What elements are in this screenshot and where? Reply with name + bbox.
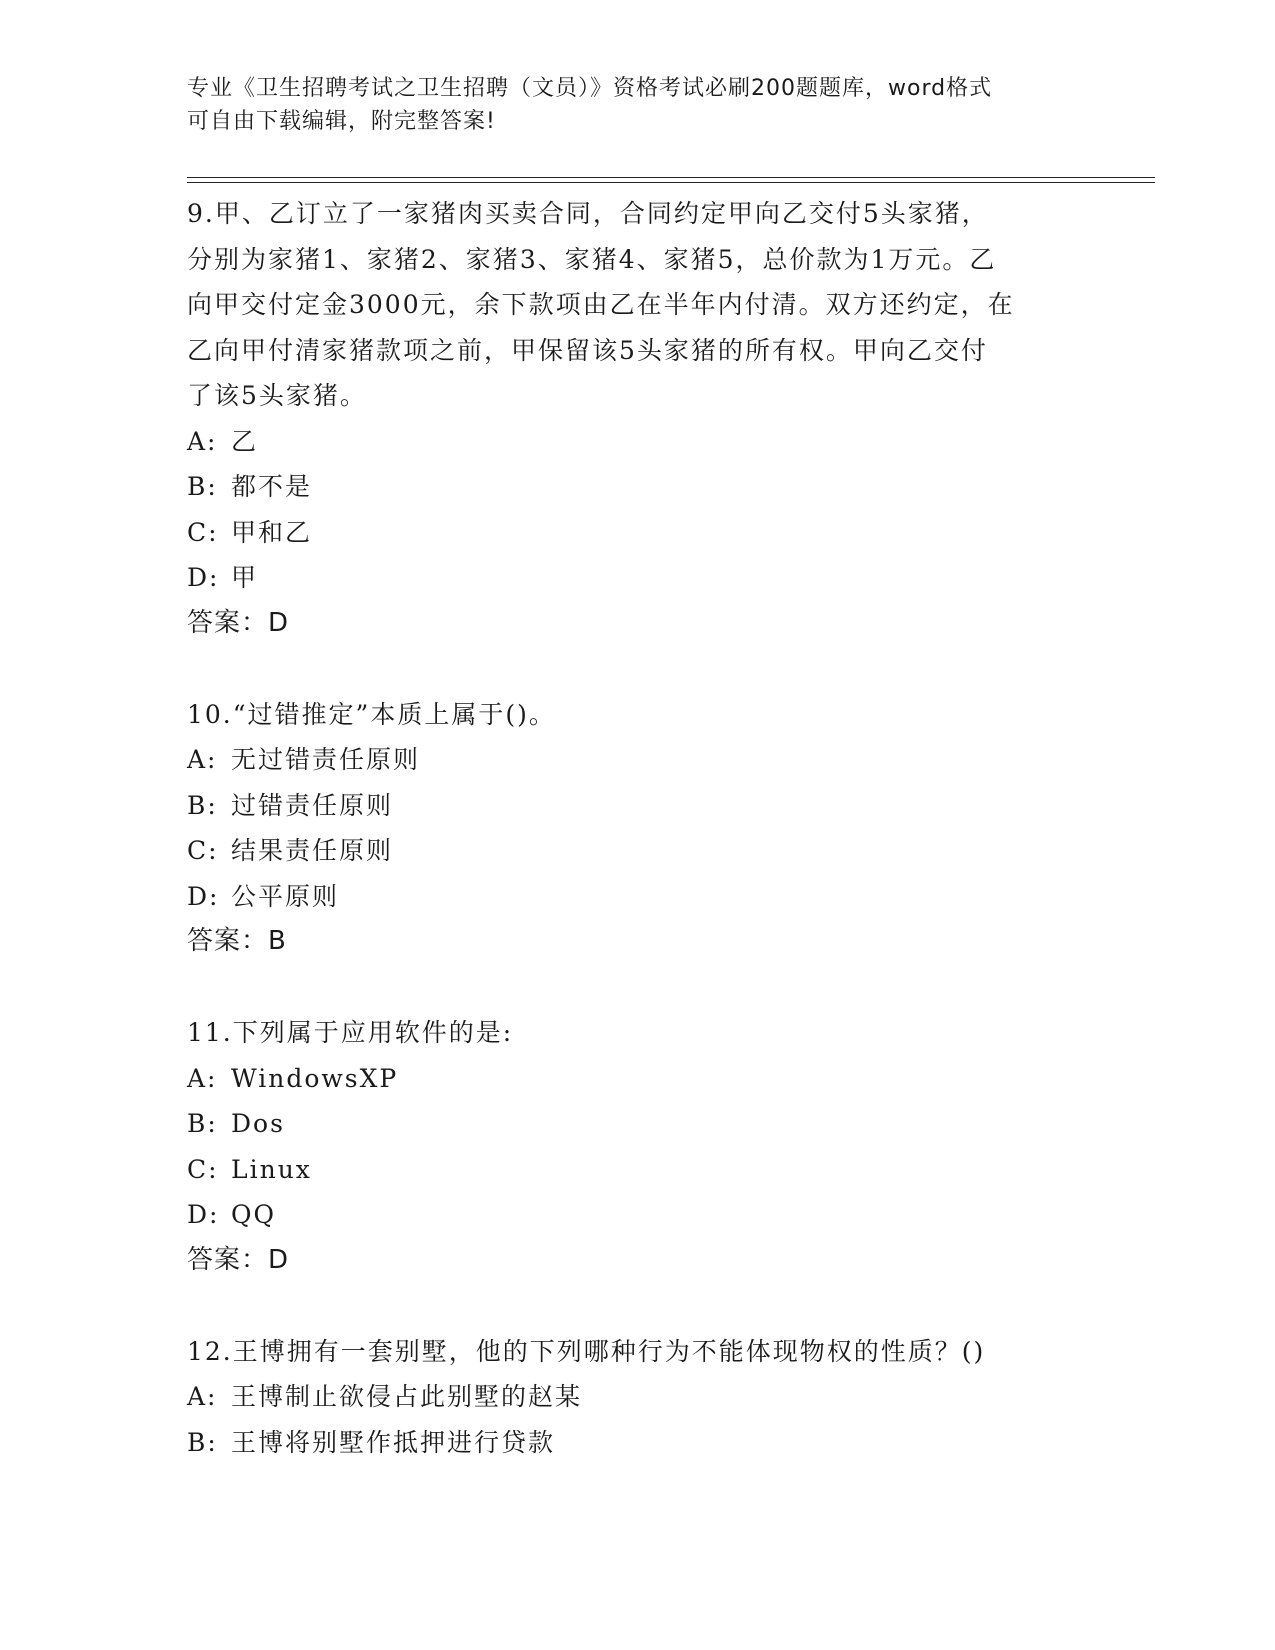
question-line: 乙向甲付清家猪款项之前，甲保留该5头家猪的所有权。甲向乙交付 bbox=[187, 335, 988, 365]
option-label: A: bbox=[187, 1063, 218, 1093]
spacer bbox=[187, 646, 1087, 692]
option-text: 过错责任原则 bbox=[231, 790, 394, 820]
answer-line: 答案：B bbox=[187, 926, 287, 956]
option-label: B: bbox=[187, 1427, 218, 1457]
question-line: 11.下列属于应用软件的是: bbox=[187, 1018, 514, 1047]
option-label: C: bbox=[187, 517, 219, 547]
option-a bbox=[187, 419, 1087, 465]
option-a bbox=[187, 737, 1087, 783]
document-header bbox=[187, 72, 1087, 138]
option-text: QQ bbox=[231, 1200, 276, 1229]
option-a bbox=[187, 1056, 1087, 1102]
option-label: C: bbox=[187, 1154, 219, 1184]
question-10 bbox=[187, 692, 1087, 965]
option-text: 结果责任原则 bbox=[231, 836, 394, 865]
option-label: C: bbox=[187, 836, 219, 865]
option-a bbox=[187, 1374, 1087, 1420]
header-rule-bottom bbox=[187, 182, 1155, 183]
option-label: B: bbox=[187, 790, 218, 820]
option-label: D: bbox=[187, 1200, 220, 1229]
option-text: Linux bbox=[231, 1154, 312, 1184]
question-line: 12.王博拥有一套别墅，他的下列哪种行为不能体现物权的性质？() bbox=[187, 1336, 986, 1366]
option-text: Dos bbox=[231, 1109, 285, 1138]
question-line: 了该5头家猪。 bbox=[187, 381, 367, 410]
option-text: 都不是 bbox=[231, 472, 313, 501]
header-line-2: 可自由下载编辑，附完整答案! bbox=[187, 109, 496, 134]
option-b bbox=[187, 464, 1087, 510]
option-label: A: bbox=[187, 1382, 218, 1411]
option-b bbox=[187, 783, 1087, 829]
question-11 bbox=[187, 1010, 1087, 1283]
question-9 bbox=[187, 191, 1087, 646]
option-text: 乙 bbox=[231, 426, 259, 456]
option-text: 甲和乙 bbox=[231, 517, 313, 547]
option-c bbox=[187, 1147, 1087, 1193]
option-d bbox=[187, 555, 1087, 601]
answer-line: 答案：D bbox=[187, 1244, 290, 1275]
question-line: 10.“过错推定”本质上属于()。 bbox=[187, 699, 556, 729]
option-label: D: bbox=[187, 881, 220, 911]
question-line: 向甲交付定金3000元，余下款项由乙在半年内付清。双方还约定，在 bbox=[187, 290, 1015, 319]
question-line: 9.甲、乙订立了一家猪肉买卖合同，合同约定甲向乙交付5头家猪， bbox=[187, 199, 989, 228]
option-label: B: bbox=[187, 1109, 218, 1138]
option-text: 甲 bbox=[231, 563, 259, 592]
option-c bbox=[187, 828, 1087, 874]
option-text: 无过错责任原则 bbox=[231, 745, 421, 774]
option-text: 公平原则 bbox=[231, 881, 340, 911]
option-b bbox=[187, 1101, 1087, 1147]
option-c bbox=[187, 510, 1087, 556]
option-text: 王博将别墅作抵押进行贷款 bbox=[231, 1427, 556, 1457]
header-rule-top bbox=[187, 177, 1155, 178]
option-d bbox=[187, 1192, 1087, 1238]
option-label: A: bbox=[187, 745, 218, 774]
option-b bbox=[187, 1420, 1087, 1466]
spacer bbox=[187, 965, 1087, 1011]
option-text: WindowsXP bbox=[231, 1063, 399, 1093]
question-12 bbox=[187, 1329, 1087, 1466]
question-line: 分别为家猪1、家猪2、家猪3、家猪4、家猪5，总价款为1万元。乙 bbox=[187, 244, 997, 274]
option-label: A: bbox=[187, 426, 218, 456]
option-text: 王博制止欲侵占此别墅的赵某 bbox=[231, 1382, 583, 1411]
option-label: D: bbox=[187, 563, 220, 592]
answer-line: 答案：D bbox=[187, 607, 290, 638]
option-d bbox=[187, 874, 1087, 920]
option-label: B: bbox=[187, 472, 218, 501]
question-list bbox=[187, 191, 1087, 1465]
spacer bbox=[187, 1283, 1087, 1329]
header-line-1: 专业《卫生招聘考试之卫生招聘（文员）》资格考试必刷200题题库，word格式 bbox=[187, 76, 993, 101]
